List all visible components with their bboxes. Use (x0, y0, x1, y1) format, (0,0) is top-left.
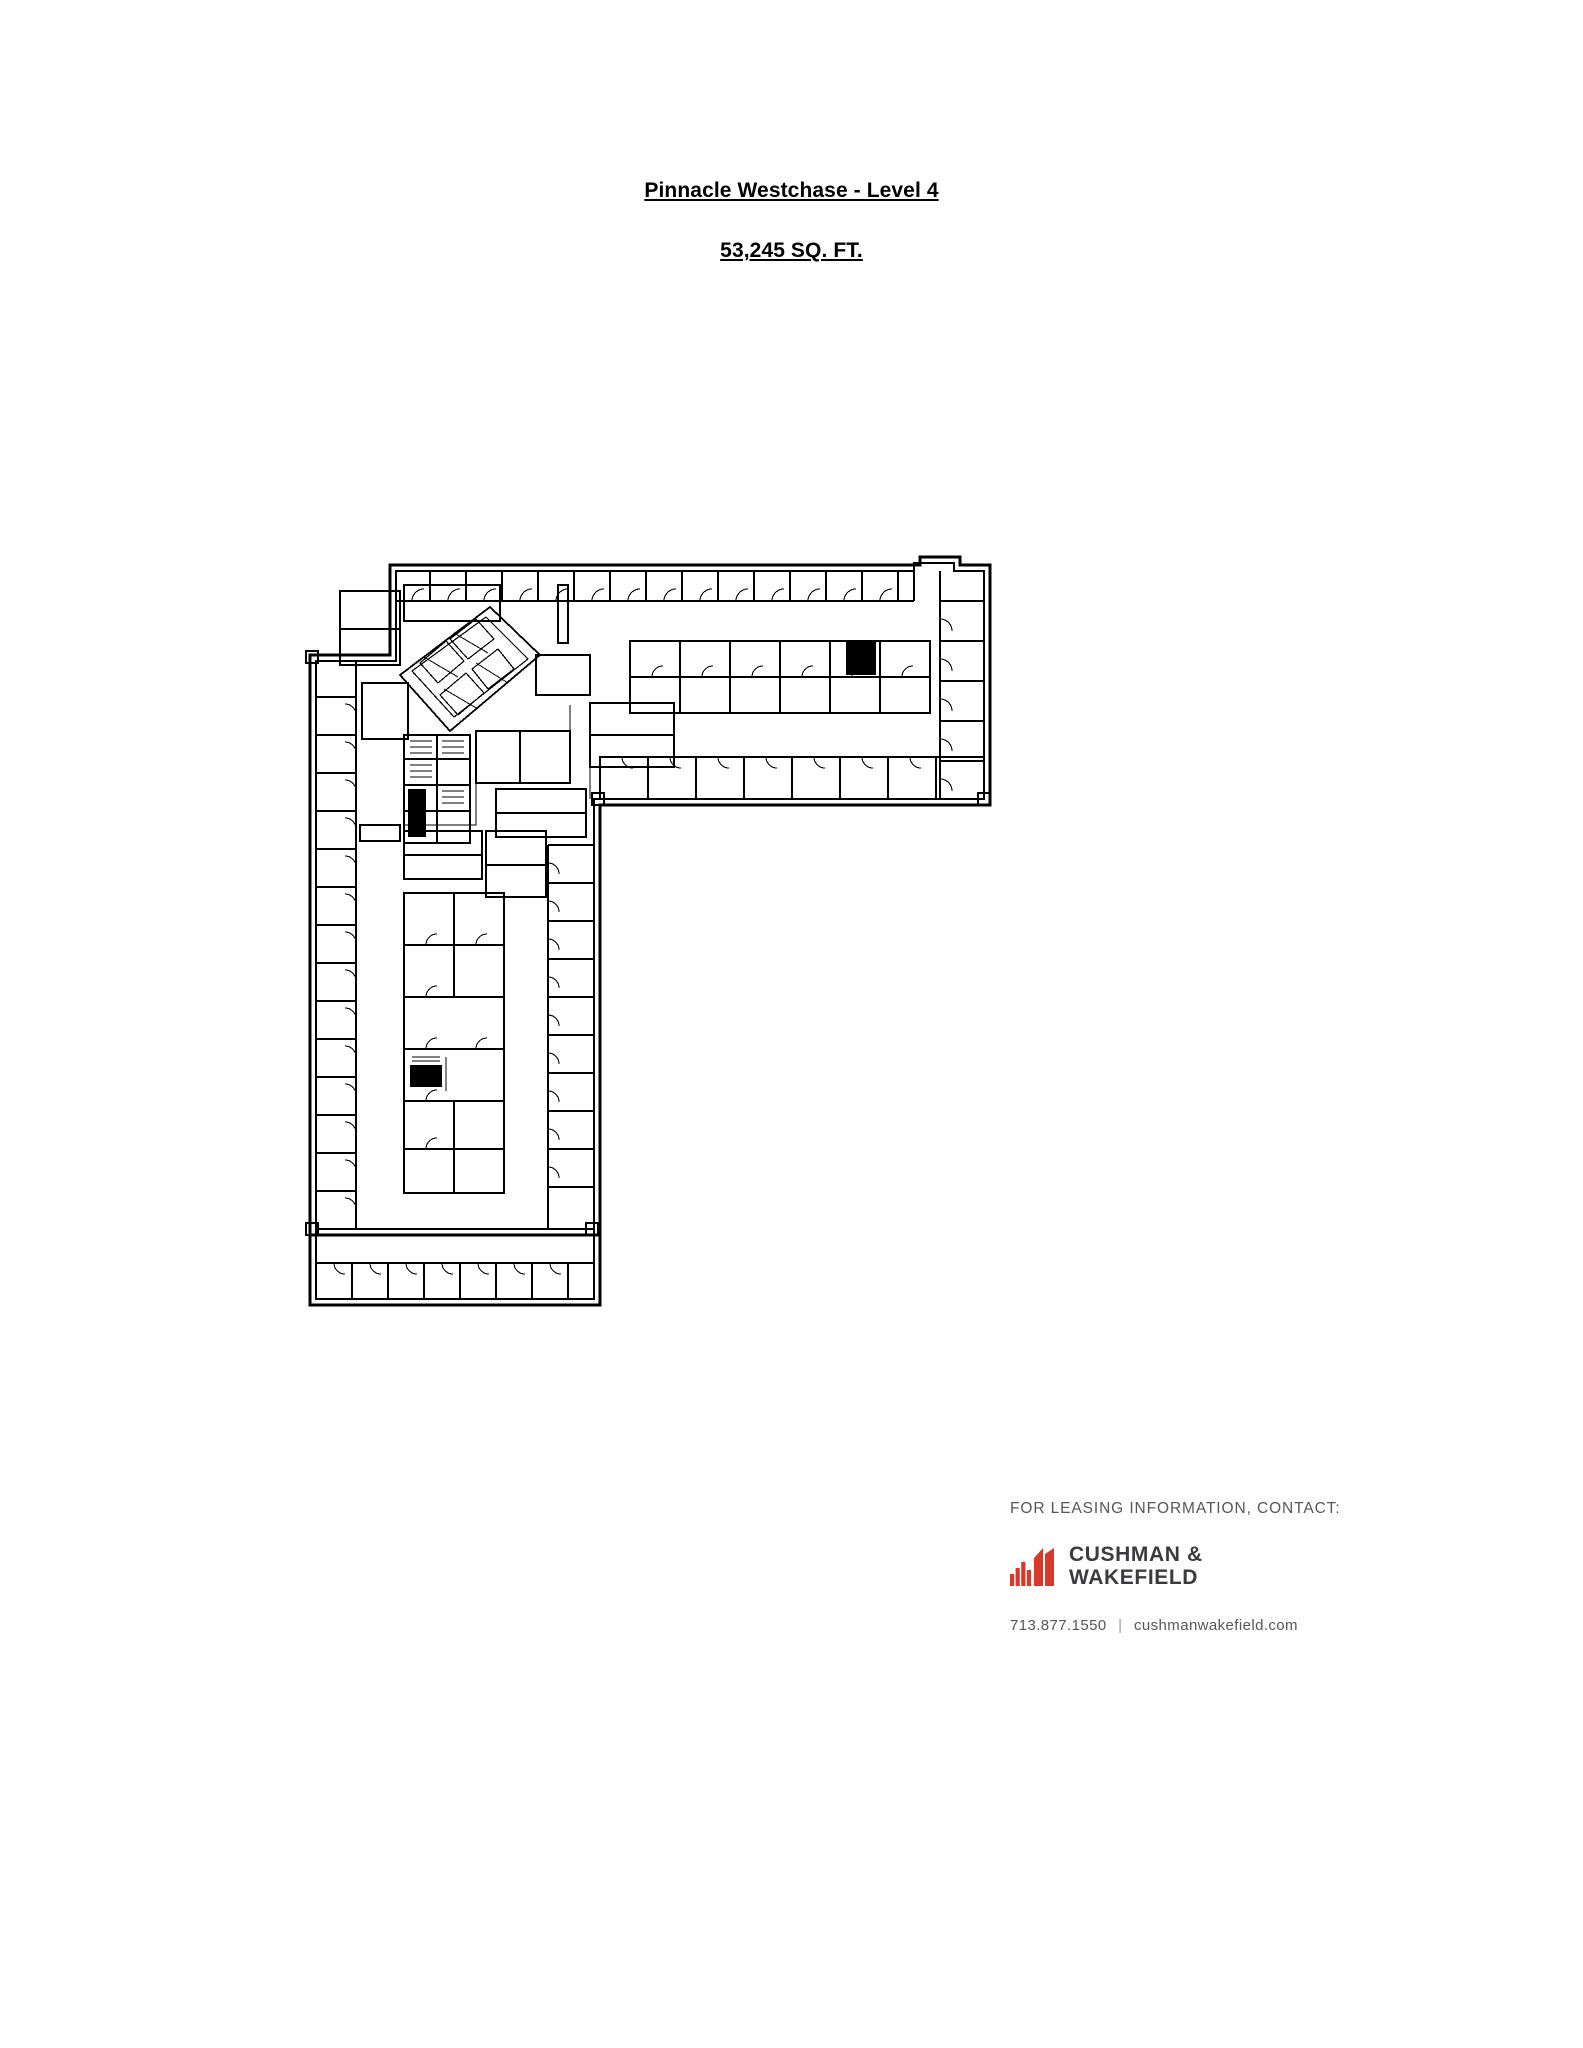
contact-phone[interactable]: 713.877.1550 (1010, 1617, 1107, 1635)
page-subtitle: 53,245 SQ. FT. (720, 239, 863, 263)
contact-details (1010, 1617, 1430, 1634)
contact-website[interactable]: cushmanwakefield.com (1134, 1617, 1298, 1635)
cushman-wakefield-logo (1010, 1544, 1430, 1589)
brand-line-2: WAKEFIELD (1069, 1565, 1199, 1589)
leasing-contact-block (1010, 1500, 1430, 1634)
floor-plan-svg (300, 545, 1160, 1425)
cushman-wakefield-mark-icon (1010, 1548, 1056, 1586)
page-title: Pinnacle Westchase - Level 4 (644, 179, 939, 202)
brand-line-1: CUSHMAN & (1069, 1543, 1203, 1566)
contact-separator: | (1118, 1617, 1123, 1635)
title-block (0, 178, 1583, 263)
cushman-wakefield-wordmark (1069, 1544, 1203, 1589)
leasing-contact-heading: FOR LEASING INFORMATION, CONTACT: (1010, 1500, 1341, 1517)
floor-plan-drawing (300, 545, 1160, 1425)
